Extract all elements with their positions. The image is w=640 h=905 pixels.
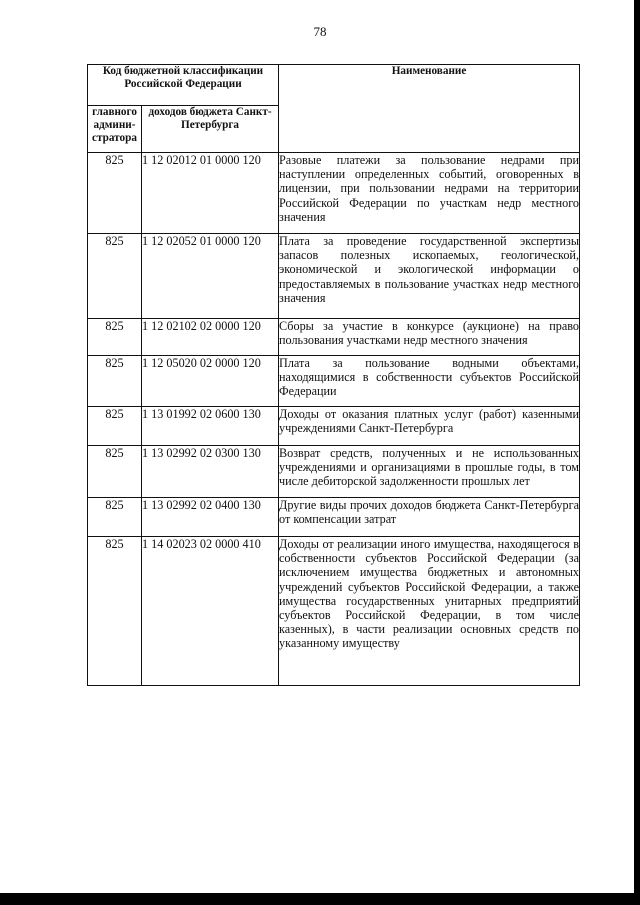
header-budget-income: доходов бюджета Санкт-Петербурга — [142, 106, 279, 153]
admin-code-cell: 825 — [88, 356, 142, 407]
income-name-cell: Доходы от оказания платных услуг (работ) казенными учреждениями Санкт-Петербурга — [279, 407, 580, 446]
header-name: Наименование — [279, 65, 580, 153]
admin-code-cell: 825 — [88, 234, 142, 319]
income-code-cell: 1 14 02023 02 0000 410 — [142, 537, 279, 686]
scan-bottom-border — [0, 893, 640, 905]
table-row — [88, 234, 580, 319]
admin-code-cell: 825 — [88, 537, 142, 686]
budget-classification-table — [87, 64, 580, 686]
income-name-cell: Другие виды прочих доходов бюджета Санкт-Петербурга от компенсации затрат — [279, 498, 580, 537]
income-code-cell: 1 13 02992 02 0400 130 — [142, 498, 279, 537]
header-chief-administrator: главного админи-стратора — [88, 106, 142, 153]
income-name-cell: Разовые платежи за пользование недрами при наступлении определенных событий, оговоренных в лицензии, при пользовании недрами на территории Российской Федерации по участкам недр местного значения — [279, 153, 580, 234]
admin-code-cell: 825 — [88, 153, 142, 234]
table-row — [88, 407, 580, 446]
income-code-cell: 1 12 02052 01 0000 120 — [142, 234, 279, 319]
income-code-cell: 1 13 02992 02 0300 130 — [142, 446, 279, 498]
table-header-row — [88, 65, 580, 106]
header-classification-code: Код бюджетной классификации Российской Федерации — [88, 65, 279, 106]
scan-right-border — [634, 0, 640, 905]
income-name-cell: Доходы от реализации иного имущества, находящегося в собственности субъектов Российской Федерации (за исключением имущества бюджетных и автономных учреждений субъектов Российской Федерации, а также имущества государственных унитарных предприятий субъектов Российской Федерации, в том числе казенных), в части реализации основных средств по указанному имуществу — [279, 537, 580, 686]
income-code-cell: 1 12 05020 02 0000 120 — [142, 356, 279, 407]
table-row — [88, 446, 580, 498]
income-name-cell: Сборы за участие в конкурсе (аукционе) на право пользования участками недр местного значения — [279, 319, 580, 356]
table-row — [88, 319, 580, 356]
admin-code-cell: 825 — [88, 446, 142, 498]
income-name-cell: Возврат средств, полученных и не использованных учреждениями и организациями в прошлые годы, в том числе дебиторской задолженности прошлых лет — [279, 446, 580, 498]
admin-code-cell: 825 — [88, 319, 142, 356]
table-row — [88, 153, 580, 234]
admin-code-cell: 825 — [88, 407, 142, 446]
income-name-cell: Плата за пользование водными объектами, находящимися в собственности субъектов Российской Федерации — [279, 356, 580, 407]
income-code-cell: 1 13 01992 02 0600 130 — [142, 407, 279, 446]
income-code-cell: 1 12 02102 02 0000 120 — [142, 319, 279, 356]
table-row — [88, 356, 580, 407]
income-code-cell: 1 12 02012 01 0000 120 — [142, 153, 279, 234]
admin-code-cell: 825 — [88, 498, 142, 537]
table-row — [88, 498, 580, 537]
page-number: 78 — [313, 24, 327, 39]
table-row — [88, 537, 580, 686]
income-name-cell: Плата за проведение государственной экспертизы запасов полезных ископаемых, геологической, экономической и экологической информации о предоставляемых в пользование участках недр местного значения — [279, 234, 580, 319]
